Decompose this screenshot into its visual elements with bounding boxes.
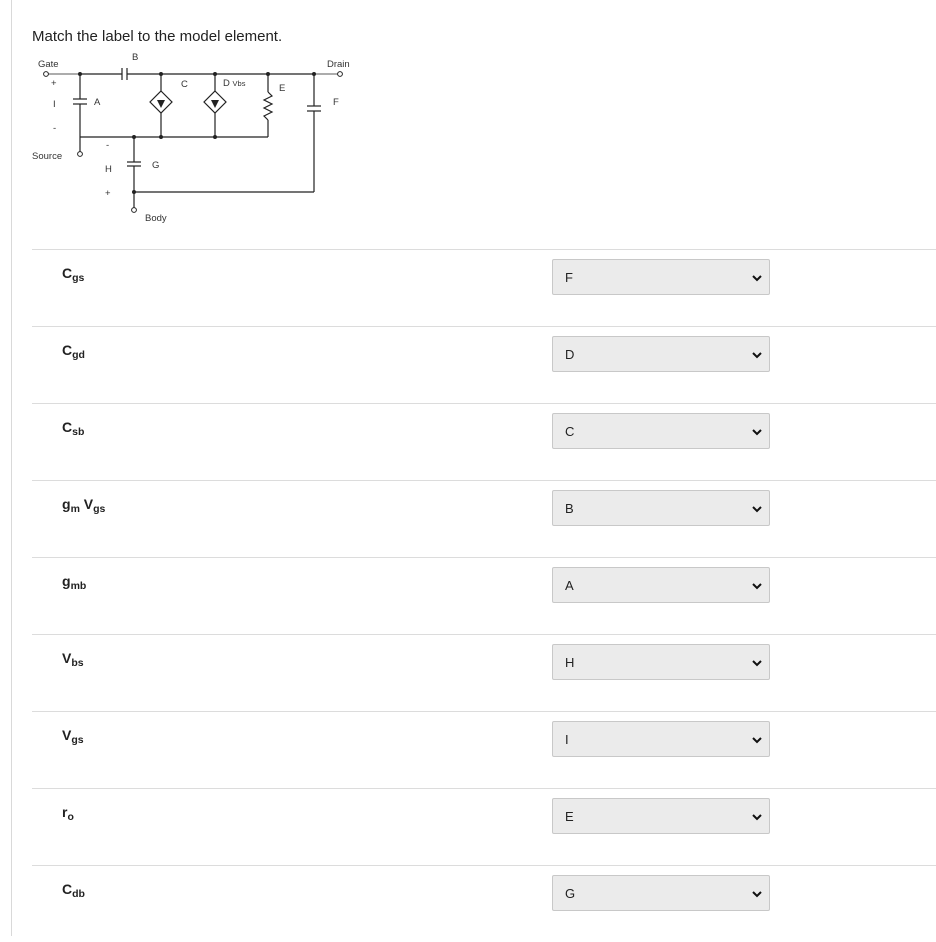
body-label: Body: [145, 213, 167, 224]
source-label: Source: [32, 151, 63, 162]
selected-value: G: [565, 886, 576, 901]
match-row: [32, 711, 936, 788]
answer-select[interactable]: [552, 490, 770, 526]
chevron-down-icon: [751, 503, 763, 515]
selected-value: I: [565, 732, 569, 747]
chevron-down-icon: [751, 349, 763, 361]
selected-value: H: [565, 655, 575, 670]
label-b: B: [132, 52, 139, 63]
match-row: [32, 788, 936, 865]
chevron-down-icon: [751, 657, 763, 669]
row-term: $V_{gs}$: [62, 727, 84, 746]
match-row: [32, 557, 936, 634]
answer-select[interactable]: [552, 259, 770, 295]
label-a: A: [94, 97, 101, 108]
chevron-down-icon: [751, 811, 763, 823]
label-i: I: [53, 99, 56, 110]
selected-value: A: [565, 578, 574, 593]
answer-select[interactable]: [552, 798, 770, 834]
plus-sign-body: +: [105, 188, 111, 199]
match-row: [32, 865, 936, 942]
label-h: H: [105, 164, 112, 175]
answer-select[interactable]: [552, 413, 770, 449]
answer-select[interactable]: [552, 875, 770, 911]
label-c: C: [181, 79, 188, 90]
chevron-down-icon: [751, 734, 763, 746]
answer-select[interactable]: [552, 644, 770, 680]
label-d: D Vbs: [223, 78, 246, 89]
row-term: $V_{bs}$: [62, 650, 84, 669]
selected-value: D: [565, 347, 575, 362]
label-e: E: [279, 83, 286, 94]
selected-value: F: [565, 270, 573, 285]
row-term: $C_{db}$: [62, 881, 85, 900]
row-term: $C_{gd}$: [62, 342, 85, 361]
gate-label: Gate: [38, 59, 59, 70]
row-term: $C_{sb}$: [62, 419, 85, 438]
selected-value: B: [565, 501, 574, 516]
match-row: [32, 403, 936, 480]
row-term: $C_{gs}$: [62, 265, 85, 284]
drain-label: Drain: [327, 59, 350, 70]
label-g: G: [152, 160, 160, 171]
match-row: [32, 326, 936, 403]
mosfet-model-diagram: [28, 48, 368, 233]
question-text: Match the label to the model element.: [32, 28, 283, 45]
match-row: [32, 249, 936, 326]
left-border: [11, 0, 12, 936]
chevron-down-icon: [751, 426, 763, 438]
match-row: [32, 480, 936, 557]
match-rows: [32, 249, 936, 942]
minus-sign-body: -: [106, 140, 110, 151]
row-term: $r_o$: [62, 804, 74, 823]
label-f: F: [333, 97, 339, 108]
chevron-down-icon: [751, 272, 763, 284]
answer-select[interactable]: [552, 721, 770, 757]
chevron-down-icon: [751, 888, 763, 900]
minus-sign-gate: -: [53, 123, 57, 134]
row-term: $g_m$ $V_{gs}$: [62, 496, 106, 515]
answer-select[interactable]: [552, 336, 770, 372]
selected-value: C: [565, 424, 575, 439]
chevron-down-icon: [751, 580, 763, 592]
answer-select[interactable]: [552, 567, 770, 603]
row-term: $g_{mb}$: [62, 573, 87, 592]
match-row: [32, 634, 936, 711]
plus-sign-gate: +: [51, 78, 57, 89]
selected-value: E: [565, 809, 574, 824]
